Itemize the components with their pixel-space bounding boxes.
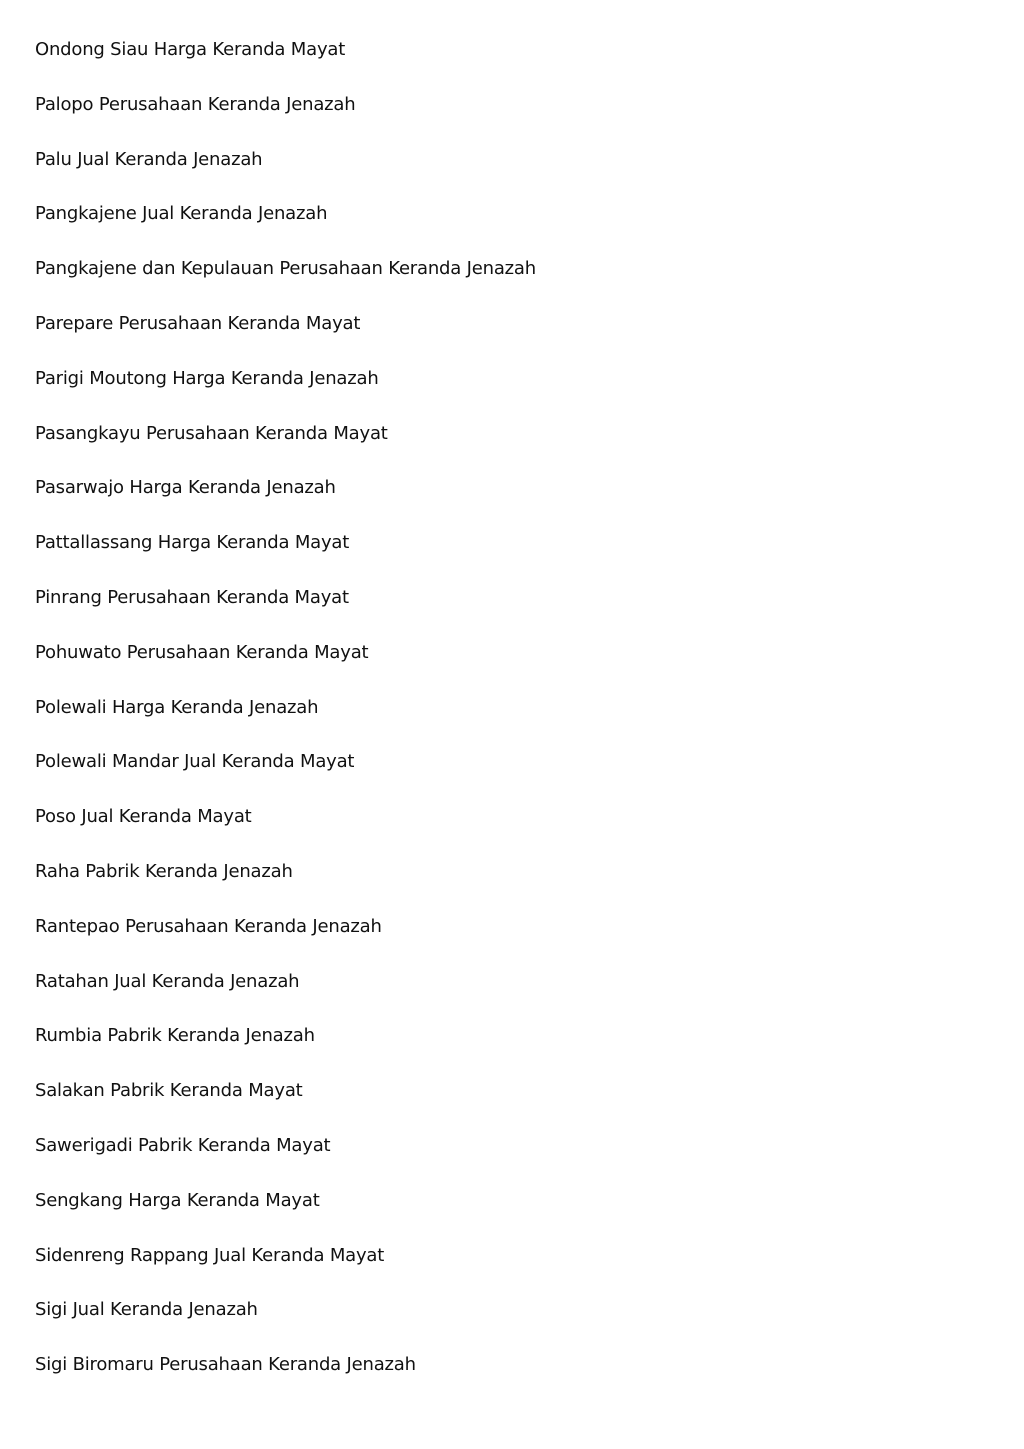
list-item-text[interactable]: Pinrang Perusahaan Keranda Mayat	[35, 586, 349, 608]
list-item-text[interactable]: Pattallassang Harga Keranda Mayat	[35, 532, 350, 554]
list-item	[35, 969, 536, 1024]
list-item	[35, 147, 536, 202]
list-item-text[interactable]: Ratahan Jual Keranda Jenazah	[35, 970, 300, 992]
list-item	[35, 1188, 536, 1243]
list-item-text[interactable]: Rumbia Pabrik Keranda Jenazah	[35, 1025, 315, 1047]
list-item	[35, 749, 536, 804]
list-item	[35, 201, 536, 256]
keyword-list	[35, 37, 536, 1407]
list-item-text[interactable]: Palu Jual Keranda Jenazah	[35, 148, 263, 170]
list-item-text[interactable]: Raha Pabrik Keranda Jenazah	[35, 860, 293, 882]
list-item	[35, 1297, 536, 1352]
list-item-text[interactable]: Sengkang Harga Keranda Mayat	[35, 1189, 320, 1211]
list-item	[35, 804, 536, 859]
list-item-text[interactable]: Parepare Perusahaan Keranda Mayat	[35, 312, 361, 334]
list-item	[35, 640, 536, 695]
list-item	[35, 914, 536, 969]
list-item	[35, 475, 536, 530]
list-item	[35, 1078, 536, 1133]
list-item	[35, 530, 536, 585]
list-item	[35, 585, 536, 640]
list-item-text[interactable]: Poso Jual Keranda Mayat	[35, 806, 252, 828]
list-item-text[interactable]: Parigi Moutong Harga Keranda Jenazah	[35, 367, 379, 389]
list-item-text[interactable]: Sigi Jual Keranda Jenazah	[35, 1299, 258, 1321]
list-item	[35, 695, 536, 750]
list-item-text[interactable]: Palopo Perusahaan Keranda Jenazah	[35, 93, 356, 115]
list-item	[35, 859, 536, 914]
list-item	[35, 1023, 536, 1078]
list-item	[35, 421, 536, 476]
list-item-text[interactable]: Rantepao Perusahaan Keranda Jenazah	[35, 915, 382, 937]
list-item-text[interactable]: Pangkajene dan Kepulauan Perusahaan Keranda Jenazah	[35, 258, 536, 280]
list-item	[35, 256, 536, 311]
list-item-text[interactable]: Sigi Biromaru Perusahaan Keranda Jenazah	[35, 1354, 416, 1376]
list-item-text[interactable]: Ondong Siau Harga Keranda Mayat	[35, 39, 346, 60]
list-item	[35, 1352, 536, 1407]
list-item	[35, 1243, 536, 1298]
list-item-text[interactable]: Salakan Pabrik Keranda Mayat	[35, 1080, 303, 1102]
list-item	[35, 92, 536, 147]
list-item-text[interactable]: Polewali Harga Keranda Jenazah	[35, 696, 319, 718]
list-item-text[interactable]: Pasarwajo Harga Keranda Jenazah	[35, 477, 336, 499]
list-item	[35, 311, 536, 366]
list-item-text[interactable]: Sidenreng Rappang Jual Keranda Mayat	[35, 1244, 385, 1266]
list-item-text[interactable]: Pasangkayu Perusahaan Keranda Mayat	[35, 422, 388, 444]
list-item-text[interactable]: Pangkajene Jual Keranda Jenazah	[35, 203, 328, 225]
list-item-text[interactable]: Sawerigadi Pabrik Keranda Mayat	[35, 1134, 331, 1156]
list-item	[35, 37, 536, 92]
list-item	[35, 1133, 536, 1188]
list-item-text[interactable]: Polewali Mandar Jual Keranda Mayat	[35, 751, 355, 773]
list-item	[35, 366, 536, 421]
list-item-text[interactable]: Pohuwato Perusahaan Keranda Mayat	[35, 641, 369, 663]
